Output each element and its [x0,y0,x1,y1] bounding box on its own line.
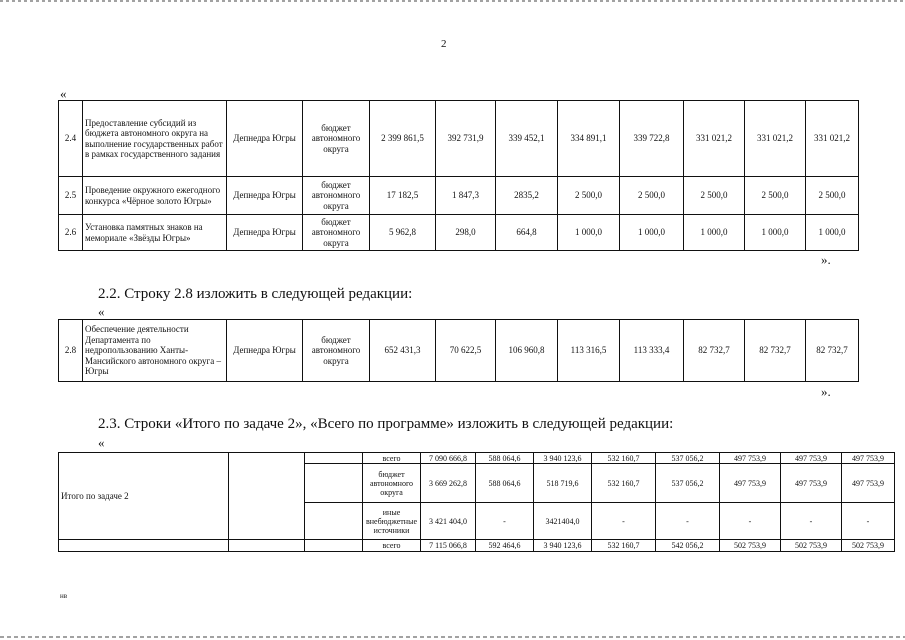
funding-source: всего [363,453,421,464]
close-quote-1: ». [821,252,831,267]
table-1-body [59,101,859,251]
funding-source: бюджет автономного округа [303,101,370,177]
value-cell: - [592,503,656,540]
value-cell: 331 021,2 [684,101,745,177]
table-row [59,215,859,251]
empty-exec-cell [229,453,305,540]
scan-edge-top [0,0,905,2]
scan-edge-bottom [0,636,905,638]
value-cell: 537 056,2 [656,453,720,464]
row-number: 2.5 [59,177,83,215]
row-number: 2.6 [59,215,83,251]
activity-name: Проведение окружного ежегодного конкурса «Чёрное золото Югры» [83,177,227,215]
initials: нв [60,592,68,600]
value-cell: 1 000,0 [806,215,859,251]
funding-source: бюджет автономного округа [303,177,370,215]
blank-cell [305,503,363,540]
table-2 [58,319,859,382]
table-2-body [59,320,859,382]
value-cell: 2 500,0 [745,177,806,215]
value-cell: 82 732,7 [806,320,859,382]
value-cell: 2 399 861,5 [370,101,436,177]
value-cell: 82 732,7 [684,320,745,382]
value-cell: 70 622,5 [436,320,496,382]
value-cell: 664,8 [496,215,558,251]
table-3-body [59,453,895,552]
table-row [59,320,859,382]
value-cell: 532 160,7 [592,453,656,464]
funding-source: иные внебюджетные источники [363,503,421,540]
table-row [59,453,895,464]
executor: Депнедра Югры [227,320,303,382]
value-cell: 1 000,0 [745,215,806,251]
value-cell: 2 500,0 [684,177,745,215]
executor: Депнедра Югры [227,101,303,177]
heading-2-2: 2.2. Строку 2.8 изложить в следующей редакции: [98,286,413,302]
funding-source: бюджет автономного округа [303,320,370,382]
value-cell: 502 753,9 [781,540,842,552]
open-quote-1: « [60,86,67,101]
value-cell: 3421404,0 [534,503,592,540]
value-cell: 3 421 404,0 [421,503,476,540]
value-cell: 1 000,0 [620,215,684,251]
value-cell: 588 064,6 [476,464,534,503]
value-cell: 106 960,8 [496,320,558,382]
value-cell: 497 753,9 [781,453,842,464]
table-3 [58,452,895,552]
page-number: 2 [441,38,447,50]
value-cell: 532 160,7 [592,540,656,552]
value-cell: - [720,503,781,540]
executor: Депнедра Югры [227,177,303,215]
value-cell: 502 753,9 [842,540,895,552]
table-row [59,540,895,552]
value-cell: 497 753,9 [720,453,781,464]
value-cell: 7 090 666,8 [421,453,476,464]
value-cell: 113 333,4 [620,320,684,382]
blank-cell [305,540,363,552]
funding-source: всего [363,540,421,552]
task-total-label: Итого по задаче 2 [59,453,229,540]
value-cell: - [781,503,842,540]
value-cell: 537 056,2 [656,464,720,503]
value-cell: 82 732,7 [745,320,806,382]
value-cell: 2 500,0 [620,177,684,215]
value-cell: 334 891,1 [558,101,620,177]
row-number: 2.8 [59,320,83,382]
value-cell: 298,0 [436,215,496,251]
value-cell: 588 064,6 [476,453,534,464]
value-cell: 3 669 262,8 [421,464,476,503]
value-cell: 652 431,3 [370,320,436,382]
open-quote-2: « [98,304,105,319]
blank-cell [59,540,229,552]
value-cell: 518 719,6 [534,464,592,503]
value-cell: 392 731,9 [436,101,496,177]
funding-source: бюджет автономного округа [363,464,421,503]
value-cell: 1 000,0 [684,215,745,251]
value-cell: 5 962,8 [370,215,436,251]
blank-cell [229,540,305,552]
value-cell: 497 753,9 [781,464,842,503]
table-row [59,177,859,215]
value-cell: 3 940 123,6 [534,540,592,552]
value-cell: 331 021,2 [745,101,806,177]
value-cell: 2 500,0 [806,177,859,215]
value-cell: 1 000,0 [558,215,620,251]
activity-name: Предоставление субсидий из бюджета автономного округа на выполнение государственных работ в рамках государственного задания [83,101,227,177]
value-cell: 339 452,1 [496,101,558,177]
value-cell: 2835,2 [496,177,558,215]
value-cell: 497 753,9 [842,464,895,503]
blank-cell [305,453,363,464]
value-cell: 3 940 123,6 [534,453,592,464]
value-cell: 497 753,9 [842,453,895,464]
blank-cell [305,464,363,503]
value-cell: 542 056,2 [656,540,720,552]
value-cell: 2 500,0 [558,177,620,215]
value-cell: 1 847,3 [436,177,496,215]
table-1 [58,100,859,251]
open-quote-3: « [98,435,105,450]
close-quote-2: ». [821,384,831,399]
row-number: 2.4 [59,101,83,177]
value-cell: 497 753,9 [720,464,781,503]
value-cell: 17 182,5 [370,177,436,215]
value-cell: 592 464,6 [476,540,534,552]
value-cell: - [656,503,720,540]
executor: Депнедра Югры [227,215,303,251]
value-cell: - [476,503,534,540]
funding-source: бюджет автономного округа [303,215,370,251]
activity-name: Установка памятных знаков на мемориале «Звёзды Югры» [83,215,227,251]
value-cell: 502 753,9 [720,540,781,552]
heading-2-3: 2.3. Строки «Итого по задаче 2», «Всего по программе» изложить в следующей редакции: [98,416,674,432]
value-cell: 331 021,2 [806,101,859,177]
value-cell: 7 115 066,8 [421,540,476,552]
value-cell: 532 160,7 [592,464,656,503]
activity-name: Обеспечение деятельности Департамента по недропользованию Ханты-Мансийского автономного округа – Югры [83,320,227,382]
table-row [59,101,859,177]
value-cell: 113 316,5 [558,320,620,382]
value-cell: - [842,503,895,540]
value-cell: 339 722,8 [620,101,684,177]
